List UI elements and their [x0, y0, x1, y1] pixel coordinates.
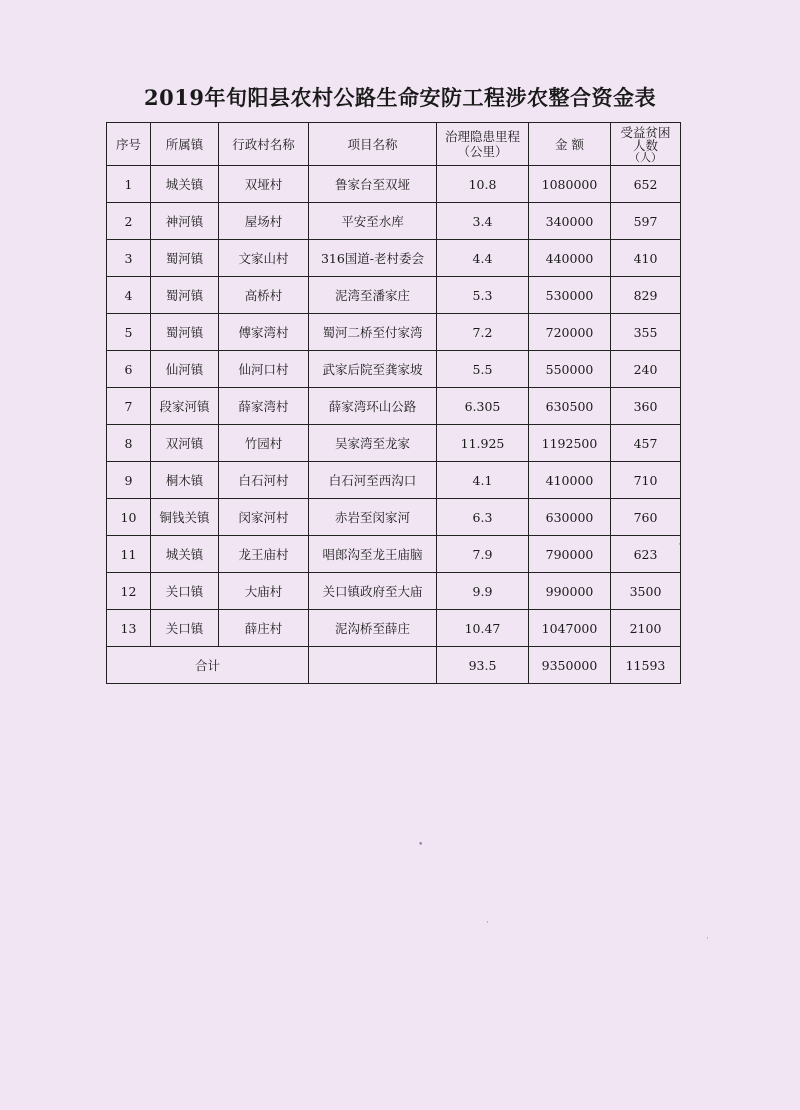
- header-village: 行政村名称: [219, 123, 309, 166]
- cell-amount: 630000: [529, 499, 611, 536]
- cell-mileage: 5.3: [437, 277, 529, 314]
- table-row: [107, 462, 681, 499]
- cell-seq: 13: [107, 610, 151, 647]
- total-amount: 9350000: [529, 647, 611, 684]
- table-row: [107, 277, 681, 314]
- cell-seq: 6: [107, 351, 151, 388]
- cell-amount: 1047000: [529, 610, 611, 647]
- cell-town: 仙河镇: [151, 351, 219, 388]
- cell-seq: 5: [107, 314, 151, 351]
- header-seq: 序号: [107, 123, 151, 166]
- total-mileage: 93.5: [437, 647, 529, 684]
- cell-village: 大庙村: [219, 573, 309, 610]
- table-row: [107, 203, 681, 240]
- cell-village: 薛庄村: [219, 610, 309, 647]
- cell-amount: 550000: [529, 351, 611, 388]
- cell-people: 710: [611, 462, 681, 499]
- scan-speck: ·: [486, 918, 489, 928]
- cell-mileage: 4.4: [437, 240, 529, 277]
- cell-amount: 720000: [529, 314, 611, 351]
- header-mileage-line2: （公里）: [457, 144, 508, 159]
- cell-village: 闵家河村: [219, 499, 309, 536]
- cell-mileage: 3.4: [437, 203, 529, 240]
- cell-seq: 4: [107, 277, 151, 314]
- cell-town: 城关镇: [151, 536, 219, 573]
- table-row: [107, 573, 681, 610]
- cell-amount: 530000: [529, 277, 611, 314]
- cell-town: 蜀河镇: [151, 314, 219, 351]
- cell-amount: 440000: [529, 240, 611, 277]
- cell-seq: 3: [107, 240, 151, 277]
- fund-table: [106, 122, 681, 684]
- cell-amount: 1192500: [529, 425, 611, 462]
- cell-people: 240: [611, 351, 681, 388]
- cell-seq: 8: [107, 425, 151, 462]
- cell-project: 平安至水库: [309, 203, 437, 240]
- cell-village: 高桥村: [219, 277, 309, 314]
- cell-town: 桐木镇: [151, 462, 219, 499]
- cell-mileage: 11.925: [437, 425, 529, 462]
- cell-project: 白石河至西沟口: [309, 462, 437, 499]
- table-row: [107, 425, 681, 462]
- cell-seq: 12: [107, 573, 151, 610]
- cell-people: 829: [611, 277, 681, 314]
- scan-speck: •: [418, 840, 424, 850]
- cell-project: 吴家湾至龙家: [309, 425, 437, 462]
- cell-project: 薛家湾环山公路: [309, 388, 437, 425]
- cell-project: 蜀河二桥至付家湾: [309, 314, 437, 351]
- cell-town: 双河镇: [151, 425, 219, 462]
- cell-people: 652: [611, 166, 681, 203]
- header-people-line2: 人数: [632, 137, 658, 153]
- cell-town: 关口镇: [151, 573, 219, 610]
- cell-amount: 1080000: [529, 166, 611, 203]
- cell-village: 仙河口村: [219, 351, 309, 388]
- table-row: [107, 610, 681, 647]
- cell-town: 段家河镇: [151, 388, 219, 425]
- table-row: [107, 314, 681, 351]
- cell-people: 355: [611, 314, 681, 351]
- cell-village: 屋场村: [219, 203, 309, 240]
- cell-town: 神河镇: [151, 203, 219, 240]
- cell-mileage: 10.47: [437, 610, 529, 647]
- cell-amount: 340000: [529, 203, 611, 240]
- total-people: 11593: [611, 647, 681, 684]
- cell-town: 蜀河镇: [151, 277, 219, 314]
- cell-village: 傅家湾村: [219, 314, 309, 351]
- cell-mileage: 4.1: [437, 462, 529, 499]
- scan-speck: ·: [706, 934, 709, 944]
- cell-mileage: 10.8: [437, 166, 529, 203]
- cell-village: 薛家湾村: [219, 388, 309, 425]
- cell-people: 597: [611, 203, 681, 240]
- total-project-empty: [309, 647, 437, 684]
- table-row: [107, 240, 681, 277]
- header-amount: 金 额: [529, 123, 611, 166]
- cell-seq: 2: [107, 203, 151, 240]
- table-row: [107, 536, 681, 573]
- cell-town: 城关镇: [151, 166, 219, 203]
- cell-town: 蜀河镇: [151, 240, 219, 277]
- header-town: 所属镇: [151, 123, 219, 166]
- header-row: [107, 123, 681, 166]
- cell-mileage: 6.3: [437, 499, 529, 536]
- cell-people: 457: [611, 425, 681, 462]
- cell-town: 关口镇: [151, 610, 219, 647]
- cell-project: 关口镇政府至大庙: [309, 573, 437, 610]
- table-row: [107, 499, 681, 536]
- cell-project: 赤岩至闵家河: [309, 499, 437, 536]
- table-row: [107, 166, 681, 203]
- cell-seq: 7: [107, 388, 151, 425]
- cell-people: 760: [611, 499, 681, 536]
- header-people-line3: （人）: [629, 150, 662, 164]
- cell-village: 龙王庙村: [219, 536, 309, 573]
- header-project: 项目名称: [309, 123, 437, 166]
- total-label: 合计: [107, 647, 309, 684]
- cell-mileage: 7.2: [437, 314, 529, 351]
- document-title: 2019年旬阳县农村公路生命安防工程涉农整合资金表: [144, 85, 656, 110]
- cell-project: 鲁家台至双垭: [309, 166, 437, 203]
- total-row: [107, 647, 681, 684]
- cell-mileage: 9.9: [437, 573, 529, 610]
- cell-project: 武家后院至龚家坡: [309, 351, 437, 388]
- cell-people: 360: [611, 388, 681, 425]
- cell-people: 623: [611, 536, 681, 573]
- cell-mileage: 5.5: [437, 351, 529, 388]
- cell-amount: 630500: [529, 388, 611, 425]
- header-people: [611, 123, 681, 166]
- cell-village: 文家山村: [219, 240, 309, 277]
- cell-village: 竹园村: [219, 425, 309, 462]
- cell-people: 3500: [611, 573, 681, 610]
- cell-seq: 1: [107, 166, 151, 203]
- cell-town: 铜钱关镇: [151, 499, 219, 536]
- cell-amount: 410000: [529, 462, 611, 499]
- cell-amount: 990000: [529, 573, 611, 610]
- table-row: [107, 351, 681, 388]
- cell-project: 泥沟桥至薛庄: [309, 610, 437, 647]
- cell-seq: 10: [107, 499, 151, 536]
- cell-people: 410: [611, 240, 681, 277]
- cell-mileage: 6.305: [437, 388, 529, 425]
- cell-project: 泥湾至潘家庄: [309, 277, 437, 314]
- cell-project: 唱郎沟至龙王庙脑: [309, 536, 437, 573]
- cell-village: 白石河村: [219, 462, 309, 499]
- cell-mileage: 7.9: [437, 536, 529, 573]
- cell-seq: 9: [107, 462, 151, 499]
- header-mileage: [437, 123, 529, 166]
- header-people-line1: 受益贫困: [620, 124, 671, 140]
- cell-people: 2100: [611, 610, 681, 647]
- cell-amount: 790000: [529, 536, 611, 573]
- scan-speck: ·: [678, 540, 681, 550]
- cell-seq: 11: [107, 536, 151, 573]
- cell-project: 316国道-老村委会: [309, 240, 437, 277]
- table-row: [107, 388, 681, 425]
- header-mileage-line1: 治理隐患里程: [444, 129, 520, 144]
- cell-village: 双垭村: [219, 166, 309, 203]
